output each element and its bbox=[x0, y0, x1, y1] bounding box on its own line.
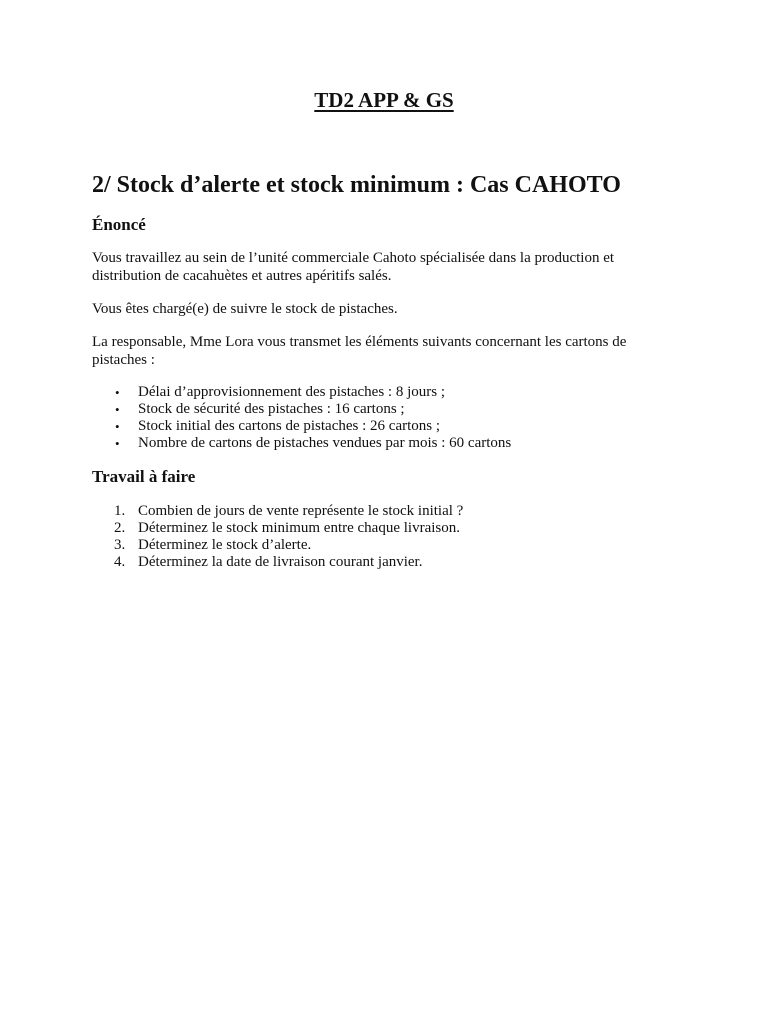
enonce-heading: Énoncé bbox=[92, 215, 146, 234]
task-text: Déterminez le stock d’alerte. bbox=[138, 537, 312, 553]
task-number: 1. bbox=[114, 503, 126, 519]
task-text: Combien de jours de vente représente le stock initial ? bbox=[138, 503, 464, 519]
enonce-bullet-list bbox=[92, 384, 662, 452]
travail-heading: Travail à faire bbox=[92, 467, 196, 486]
bullet-icon: • bbox=[115, 385, 120, 400]
list-item bbox=[92, 401, 662, 418]
task-number: 4. bbox=[114, 554, 126, 570]
travail-task-list bbox=[92, 503, 662, 571]
list-item bbox=[92, 554, 662, 571]
list-item bbox=[92, 537, 662, 554]
document-title: TD2 APP & GS bbox=[314, 88, 454, 112]
bullet-icon: • bbox=[115, 436, 120, 451]
list-item bbox=[92, 503, 662, 520]
task-number: 2. bbox=[114, 520, 126, 536]
bullet-icon: • bbox=[115, 402, 120, 417]
enonce-paragraph-role: Vous êtes chargé(e) de suivre le stock de pistaches. bbox=[92, 301, 398, 317]
task-text: Déterminez le stock minimum entre chaque livraison. bbox=[138, 520, 460, 536]
bullet-text: Nombre de cartons de pistaches vendues par mois : 60 cartons bbox=[138, 435, 512, 451]
bullet-text: Délai d’approvisionnement des pistaches : 8 jours ; bbox=[138, 384, 446, 400]
bullet-icon: • bbox=[115, 419, 120, 434]
enonce-paragraph-intro: La responsable, Mme Lora vous transmet les éléments suivants concernant les cartons de pistaches : bbox=[92, 334, 627, 368]
task-number: 3. bbox=[114, 537, 126, 553]
section-title: 2/ Stock d’alerte et stock minimum : Cas CAHOTO bbox=[92, 172, 621, 198]
list-item bbox=[92, 520, 662, 537]
task-text: Déterminez la date de livraison courant janvier. bbox=[138, 554, 423, 570]
bullet-text: Stock de sécurité des pistaches : 16 cartons ; bbox=[138, 401, 405, 417]
list-item bbox=[92, 384, 662, 401]
list-item bbox=[92, 435, 662, 452]
enonce-paragraph-context: Vous travaillez au sein de l’unité commerciale Cahoto spécialisée dans la production et distribution de cacahuètes et autres apéritifs salés. bbox=[92, 250, 615, 284]
bullet-text: Stock initial des cartons de pistaches : 26 cartons ; bbox=[138, 418, 441, 434]
list-item bbox=[92, 418, 662, 435]
